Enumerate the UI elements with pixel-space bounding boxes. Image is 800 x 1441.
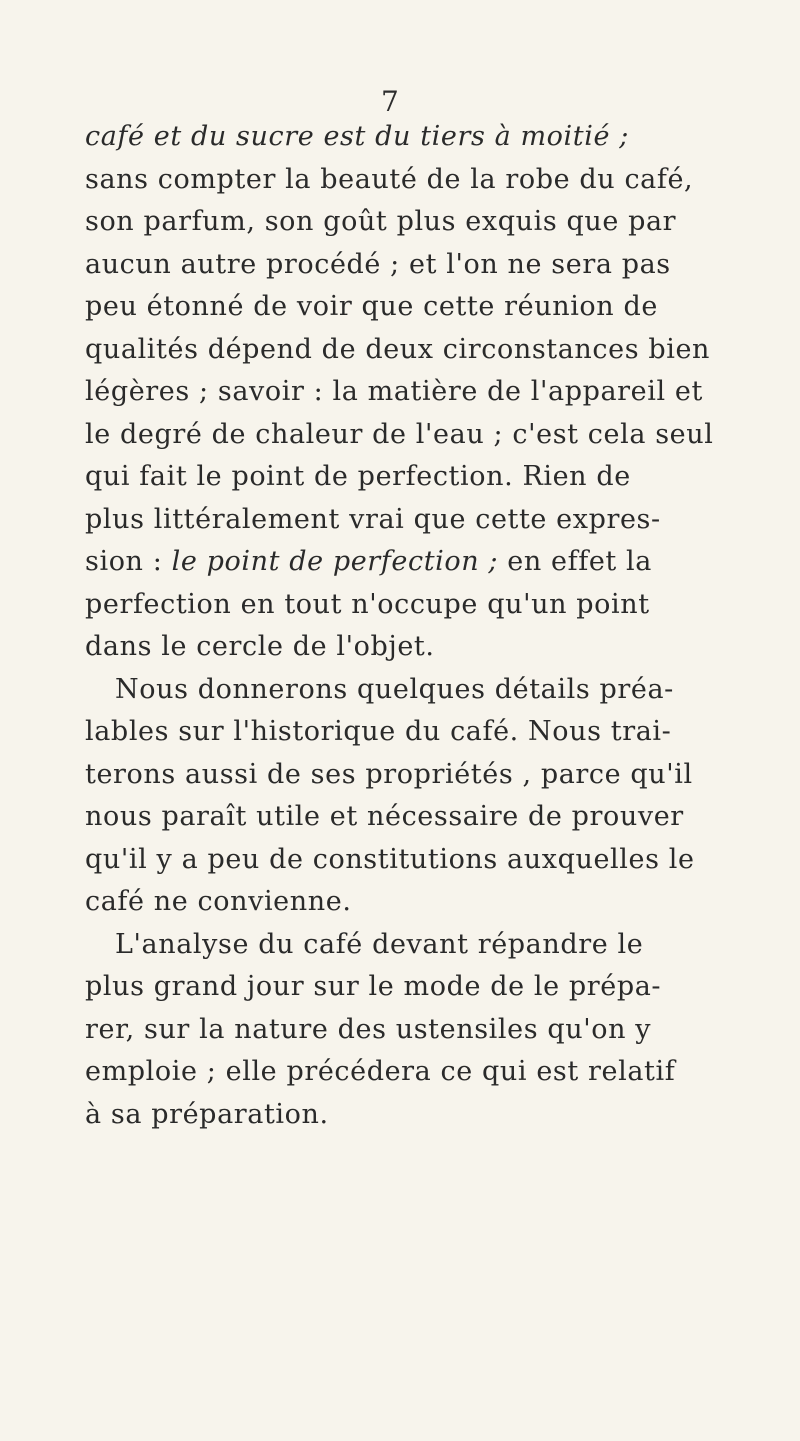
text-line: sion : le point de perfection ; en effet la [85, 546, 652, 577]
text-line: aucun autre procédé ; et l'on ne sera pas [85, 248, 671, 280]
text-line: nous paraît utile et nécessaire de prouver [85, 801, 684, 832]
text-line: dans le cercle de l'objet. [85, 631, 435, 662]
text-line: emploie ; elle précédera ce qui est relatif [85, 1056, 676, 1087]
text-line: plus grand jour sur le mode de le prépa- [85, 971, 662, 1002]
text-line: qualités dépend de deux circonstances bien [85, 333, 711, 365]
text-line: plus littéralement vrai que cette expres- [85, 503, 661, 535]
text-line: qu'il y a peu de constitutions auxquelles le [85, 843, 695, 875]
page-number: 7 [381, 85, 399, 118]
text-line: café ne convienne. [85, 886, 352, 917]
text-line: le degré de chaleur de l'eau ; c'est cela seul [85, 418, 714, 450]
text-line: sans compter la beauté de la robe du café, [85, 163, 694, 195]
text-line: peu étonné de voir que cette réunion de [85, 291, 658, 322]
text-line: L'analyse du café devant répandre le [115, 928, 644, 960]
text-line: à sa préparation. [85, 1098, 329, 1130]
text-line: qui fait le point de perfection. Rien de [85, 461, 631, 492]
text-line: rer, sur la nature des ustensiles qu'on y [85, 1013, 652, 1045]
text-line: son parfum, son goût plus exquis que par [85, 206, 677, 237]
text-line: café et du sucre est du tiers à moitié ; [85, 121, 629, 152]
text-line: légères ; savoir : la matière de l'appareil et [85, 376, 703, 407]
text-line: lables sur l'historique du café. Nous trai- [85, 716, 672, 747]
text-line: perfection en tout n'occupe qu'un point [85, 588, 650, 620]
body-text [85, 116, 775, 1136]
text-line: terons aussi de ses propriétés , parce qu'il [85, 758, 693, 790]
text-line: Nous donnerons quelques détails préa- [115, 673, 674, 705]
